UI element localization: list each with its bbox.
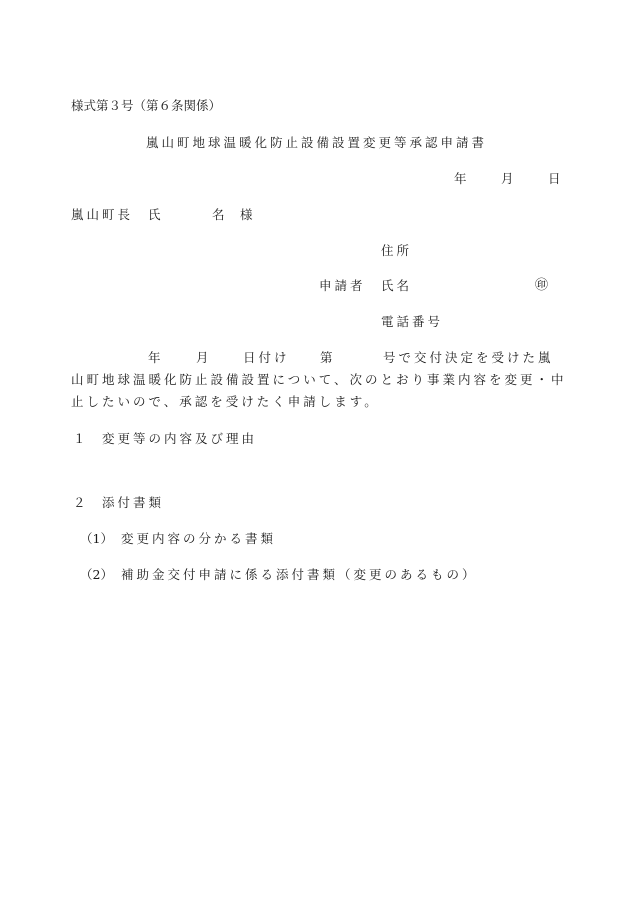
body-line-2: 山町地球温暖化防止設備設置について、次のとおり事業内容を変更・中 [71,372,567,387]
seal-icon: ㊞ [535,278,549,293]
date-day-label: 日 [548,171,561,186]
body-year-label: 年 [148,350,161,365]
section-1-title: 変更等の内容及び理由 [102,431,258,446]
attachment-1-number: （1） [80,531,113,546]
body-number-prefix: 第 [320,350,333,365]
body-date-label: 日付け [243,350,290,365]
attachment-2-number: （2） [80,567,113,582]
addressee-office: 嵐山町長 [71,207,134,222]
addressee-honorific: 様 [240,207,253,222]
section-1-number: １ [73,431,86,446]
applicant-name-label: 氏名 [381,278,413,293]
body-line-1-rest: 号で交付決定を受けた嵐 [383,350,554,365]
addressee-name-label-2: 名 [212,207,225,222]
attachment-1-text: 変更内容の分かる書類 [121,531,277,546]
body-line-3: 止したいので、承認を受けたく申請します。 [71,394,380,409]
applicant-phone-label: 電話番号 [381,314,444,329]
form-number: 様式第３号（第６条関係） [71,98,222,113]
section-2-title: 添付書類 [102,495,165,510]
addressee-name-label-1: 氏 [148,207,161,222]
section-2-number: ２ [73,495,86,510]
applicant-address-label: 住所 [381,243,413,258]
attachment-2-text: 補助金交付申請に係る添付書類（変更のあるもの） [121,567,478,582]
date-year-label: 年 [454,171,467,186]
applicant-role-label: 申請者 [319,278,366,293]
document-title: 嵐山町地球温暖化防止設備設置変更等承認申請書 [146,135,488,150]
date-month-label: 月 [501,171,514,186]
body-month-label: 月 [196,350,209,365]
